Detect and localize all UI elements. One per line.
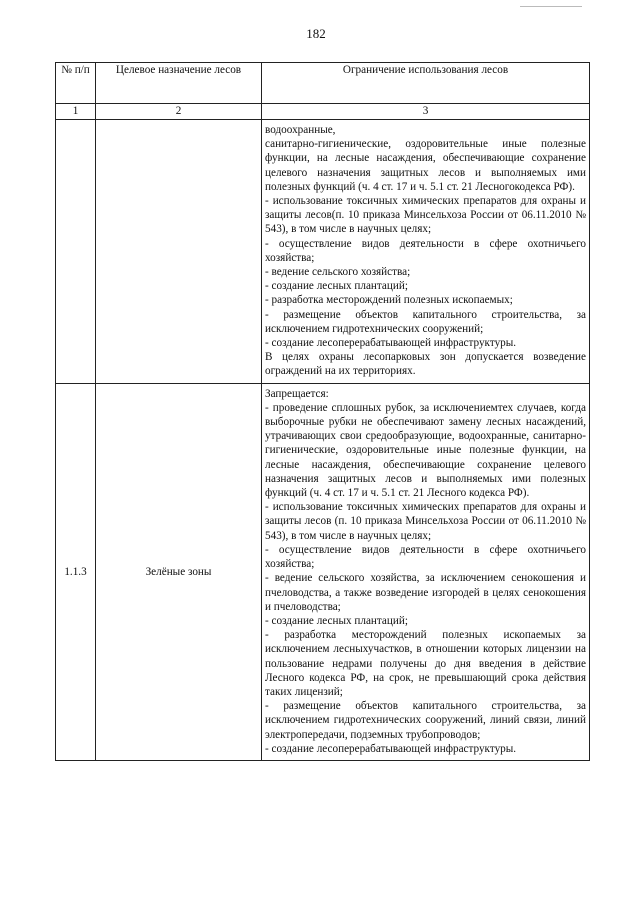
restriction-line: - разработка месторождений полезных ископаемых; (265, 294, 513, 307)
column-numbering-row (56, 104, 590, 120)
row-purpose: Зелёные зоны (96, 383, 262, 760)
restriction-line: - использование токсичных химических препаратов для охраны и защиты лесов(п. 10 приказа Минсельхоза России от 06.11.2010 № 543), в том числе в научных целях; (265, 195, 586, 236)
restriction-line: - создание лесоперерабатывающей инфраструктуры. (265, 742, 517, 755)
restriction-line: - ведение сельского хозяйства; (265, 266, 411, 279)
row-number: 1.1.3 (56, 383, 96, 760)
restriction-line: - создание лесных плантаций; (265, 280, 408, 293)
header-number: № п/п (56, 63, 96, 104)
restriction-line: водоохранные, (265, 124, 336, 136)
header-purpose: Целевое назначение лесов (96, 63, 262, 104)
column-number-2: 2 (96, 104, 262, 120)
forest-restrictions-table (55, 62, 590, 761)
restriction-line: - создание лесоперерабатывающей инфраструктуры. (265, 337, 517, 350)
restriction-line: - создание лесных плантаций; (265, 614, 408, 627)
table-row (56, 383, 590, 760)
restriction-line: - осуществление видов деятельности в сфере охотничьего хозяйства; (265, 237, 586, 264)
restriction-line: Запрещается: (265, 387, 329, 400)
column-number-3: 3 (262, 104, 590, 120)
scan-artifact (520, 6, 582, 11)
restriction-line: - размещение объектов капитального строительства, за исключением гидротехнических сооружений; (265, 308, 586, 335)
restriction-line: - размещение объектов капитального строительства, за исключением гидротехнических сооружений, линий связи, линий электропередачи, подземных трубопроводов; (265, 700, 586, 741)
column-number-1: 1 (56, 104, 96, 120)
restriction-line: - разработка месторождений полезных ископаемых за исключением лесныхучастков, в отношении которых лицензии на пользование недрами получены до дня введения в действие Лесного кодекса РФ, на срок, не превышающий срока действия таких лицензий; (265, 629, 586, 698)
page-number: 182 (306, 26, 326, 41)
restriction-line: - осуществление видов деятельности в сфере охотничьего хозяйства; (265, 543, 586, 571)
row-restrictions (262, 383, 590, 760)
table-row (56, 120, 590, 384)
header-restrictions: Ограничение использования лесов (262, 63, 590, 104)
row-restrictions (262, 120, 590, 384)
row-number (56, 120, 96, 384)
restriction-line: - проведение сплошных рубок, за исключениемтех случаев, когда выборочные рубки не обеспечивают замену лесных насаждений, утрачивающих свои средообразующие, водоохранные, санитарно-гигиенические, оздоровительные иные полезные функции, на лесные насаждения, обеспечивающие сохранение целевого назначения защитных лесов и выполняемых ими полезных функций (ч. 4 ст. 17 и ч. 5.1 ст. 21 Лесного кодекса РФ). (265, 401, 586, 500)
restriction-line: санитарно-гигиенические, оздоровительные иные полезные функции, на лесные насаждения, обеспечивающие сохранение целевого назначения защитных лесов и выполняемых ими полезных функций (ч. 4 ст. 17 и ч. 5.1 ст. 21 Лесногокодекса РФ). (265, 138, 586, 193)
table-header-row (56, 63, 590, 104)
row-purpose (96, 120, 262, 384)
restriction-line: - ведение сельского хозяйства, за исключением сенокошения и пчеловодства, а также возведение изгородей в целях сенокошения и пчеловодства; (265, 572, 586, 613)
restriction-line: - использование токсичных химических препаратов для охраны и защиты лесов (п. 10 приказа Минсельхоза России от 06.11.2010 № 543), в том числе в научных целях; (265, 501, 586, 542)
restriction-line: В целях охраны лесопарковых зон допускается возведение ограждений на их территориях. (265, 351, 586, 378)
